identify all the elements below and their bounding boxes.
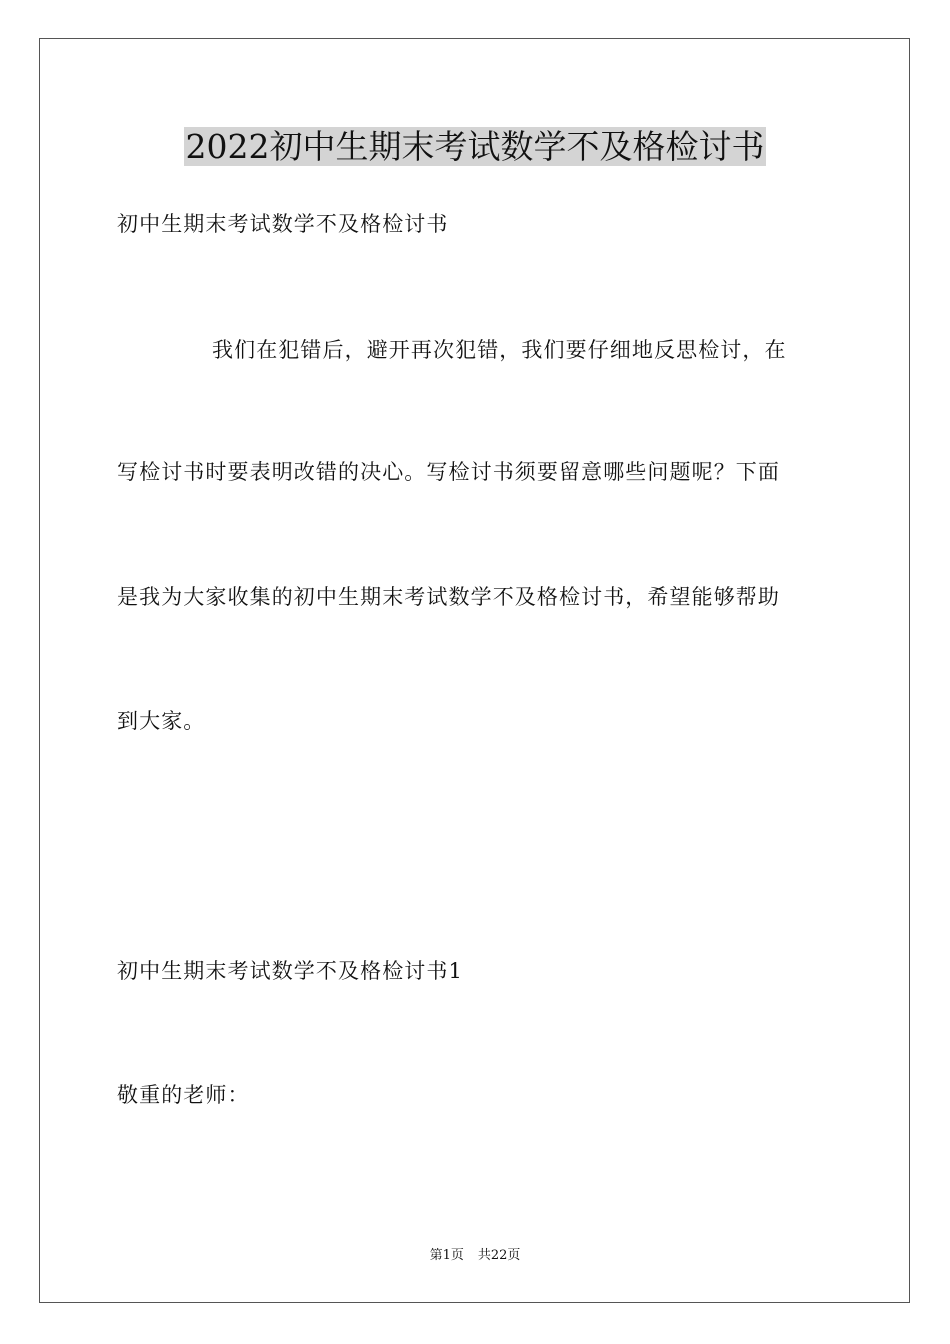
document-subtitle: 初中生期末考试数学不及格检讨书: [117, 212, 449, 236]
document-title-text: 2022初中生期末考试数学不及格检讨书: [185, 127, 765, 166]
page-footer: [0, 1247, 950, 1265]
document-title: [0, 124, 950, 170]
total-pages: 共22页: [477, 1248, 521, 1263]
paragraph-line: 写检讨书时要表明改错的决心。写检讨书须要留意哪些问题呢？下面: [117, 460, 780, 484]
paragraph-line: 是我为大家收集的初中生期末考试数学不及格检讨书，希望能够帮助: [117, 585, 780, 609]
section-heading: 初中生期末考试数学不及格检讨书1: [117, 959, 463, 983]
paragraph-line: 到大家。: [117, 709, 206, 733]
paragraph-line: 我们在犯错后，避开再次犯错，我们要仔细地反思检讨，在: [212, 338, 787, 362]
page-indicator: 第1页: [429, 1248, 464, 1263]
salutation: 敬重的老师：: [117, 1083, 250, 1107]
